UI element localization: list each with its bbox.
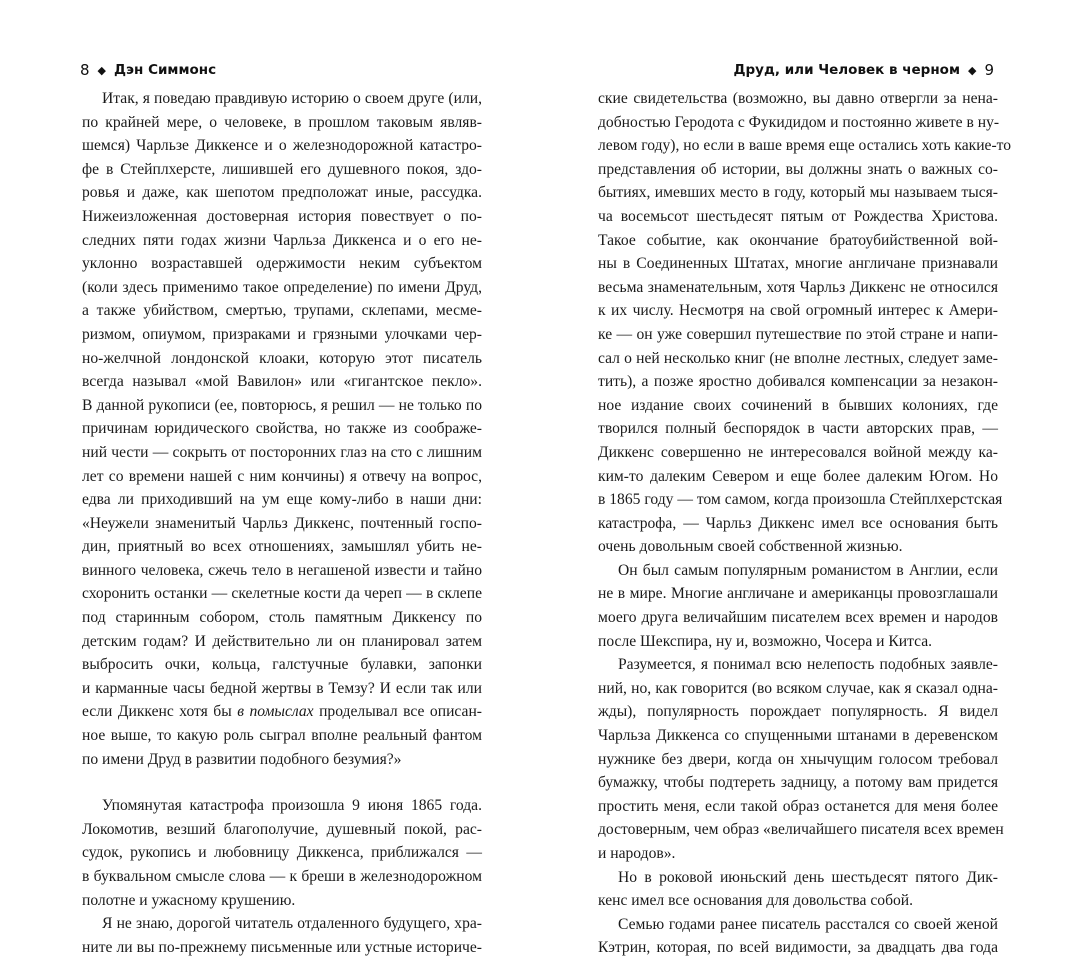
text-line: лет со времени нашей с ним кончины) я отвечу на вопрос,: [82, 467, 482, 485]
text-line: ны в Соединенных Штатах, многие англичане признавали: [598, 255, 998, 273]
text-line: катастрофа, — Чарльз Диккенс имел все основания быть: [598, 514, 998, 532]
text-line: ризмом, опиумом, призраками и грязными улочками чер-: [82, 325, 482, 343]
text-line: к их числу. Несмотря на свой огромный интерес к Амери-: [598, 302, 998, 320]
text-line: в буквальном смысле слова — к бреши в железнодорожном: [82, 868, 482, 885]
text-line: Разумеется, я понимал всю нелепость подобных заявле-: [618, 656, 998, 674]
running-head-left: [80, 60, 216, 80]
text-line: не в мире. Многие англичане и американцы провозглашали: [598, 585, 998, 603]
text-line: и народов».: [598, 845, 676, 862]
text-line-with-italic: если Диккенс хотя бы в помыслах проделывал все описан-: [82, 703, 482, 721]
text-line: детским годам? И действительно ли он планировал затем: [82, 632, 482, 650]
diamond-separator-icon: ◆: [967, 63, 977, 77]
text-line: Чарльза Диккенса со спущенными штанами в деревенском: [598, 727, 998, 745]
text-line: ное издание своих сочинений в бывших колониях, где: [598, 396, 998, 414]
text-line: причинам юридического свойства, но также из соображе-: [82, 420, 482, 438]
left-page-body: [82, 87, 482, 959]
book-title: Друд, или Человек в черном: [733, 62, 960, 78]
text-line: Упомянутая катастрофа произошла 9 июня 1865 года.: [102, 797, 482, 815]
text-line: бытиях, имевших место в году, который мы называем тыся-: [598, 184, 998, 202]
text-line: шемся) Чарльзе Диккенсе и о железнодорожной катастро-: [82, 137, 482, 155]
text-line: фе в Стейплхерсте, лишившей его душевного покоя, здо-: [82, 160, 482, 178]
text-line: но-желчной лондонской клоаки, которую этот писатель: [82, 349, 482, 367]
page-number: 9: [984, 61, 994, 79]
text-line: под старинным собором, столь памятным Диккенсу по: [82, 609, 482, 627]
text-line: очень довольным своей собственной жизнью.: [598, 538, 903, 556]
text-line: ча восемьсот шестьдесят пятым от Рождества Христова.: [598, 207, 998, 225]
text-line: добностью Геродота с Фукидидом и постоянно живете в ну-: [598, 113, 1000, 131]
text-line: «Неужели знаменитый Чарльз Диккенс, почтенный госпо-: [82, 514, 482, 532]
text-line: полотне и ужасному крушению.: [82, 891, 296, 909]
left-page: [0, 0, 538, 956]
text-line: ний чести — сокрыть от посторонних глаз на сто с лишним: [82, 443, 482, 461]
text-line: жды), популярность порождает популярность. Я видел: [598, 703, 998, 721]
text-line: в 1865 году — том самом, когда произошла Стейплхерстская: [598, 491, 1003, 509]
diamond-separator-icon: ◆: [97, 63, 107, 77]
page-number: 8: [80, 61, 90, 79]
text-line: сал о ней несколько книг (не вполне лестных, следует заме-: [598, 349, 998, 367]
text-line: достоверным, чем образ «величайшего писателя всех времен: [598, 821, 1004, 839]
text-line: ким-то далеким Севером и еще более далеким Югом. Но: [598, 467, 998, 485]
text-line: тить), а позже яростно добивался компенсации за незакон-: [598, 373, 998, 391]
text-line: представления об истории, вы должны знать о важных со-: [598, 160, 998, 178]
text-line: Семью годами ранее писатель расстался со своей женой: [618, 915, 998, 933]
text-line: Итак, я поведаю правдивую историю о своем друге (или,: [102, 90, 482, 107]
text-line: а также убийством, смертью, трупами, склепами, месме-: [82, 302, 482, 320]
text-line: ровья и даже, как шепотом предположат иные, рассудка.: [82, 184, 482, 202]
text-line: Но в роковой июньский день шестьдесят пятого Дик-: [618, 868, 998, 886]
text-line: Локомотив, везший благополучие, душевный покой, рас-: [82, 820, 482, 838]
text-line: винного человека, сжечь тело в негашеной извести и тайно: [82, 561, 482, 579]
text-line: ний, но, как говорится (во всяком случае, как я сказал одна-: [598, 679, 998, 697]
text-line: весьма знаменательным, хотя Чарльз Диккенс не относился: [598, 278, 998, 296]
text-line: творился полный беспорядок в части авторских прав, —: [598, 420, 998, 438]
text-line: дин, приятный во всех отношениях, замышлял убить не-: [82, 538, 482, 556]
text-line: всегда называл «мой Вавилон» или «гигантское пекло».: [82, 373, 482, 391]
text-line: ке — он уже совершил путешествие по этой стране и напи-: [598, 325, 998, 343]
text-line: после Шекспира, ну и, возможно, Чосера и Китса.: [598, 632, 933, 650]
text-line: судок, рукопись и любовницу Диккенса, приближался —: [82, 844, 482, 862]
text-line: Такое событие, как окончание братоубийственной вой-: [598, 231, 998, 249]
text-line: и карманные часы бедной жертвы в Темзу? И если так или: [82, 679, 482, 697]
text-line: кенс имел все основания для довольства собой.: [598, 892, 914, 910]
text-line: Кэтрин, которая, по всей видимости, за двадцать два года: [598, 939, 998, 957]
text-line: Я не знаю, дорогой читатель отдаленного будущего, хра-: [102, 915, 482, 933]
text-line: выбросить очки, кольца, галстучные булавки, запонки: [82, 656, 482, 674]
text-line: по крайней мере, о человеке, в прошлом таковым являв-: [82, 113, 482, 131]
text-line: В данной рукописи (ее, повторюсь, я решил — не только по: [82, 396, 482, 414]
text-line: левом году), но если в ваше время еще остались хоть какие-то: [598, 137, 1012, 155]
text-line: схоронить останки — скелетные кости да череп — в склепе: [82, 585, 482, 603]
text-line: простить меня, если такой образ останется для меня более: [598, 797, 998, 815]
text-line: бумажку, чтобы подтереть задницу, а потому вам придется: [598, 774, 998, 792]
text-line: по имени Друд в развитии подобного безумия?»: [82, 750, 402, 768]
running-head-right: [734, 60, 995, 80]
text-line: ские свидетельства (возможно, вы давно отвергли за нена-: [598, 90, 998, 107]
right-page: [538, 0, 1076, 957]
right-page-body: [598, 87, 1012, 960]
author-name: Дэн Симмонс: [114, 62, 217, 78]
text-line: ните ли вы по-прежнему письменные или устные историче-: [82, 938, 482, 956]
text-line: следних пяти годах жизни Чарльза Диккенса и о его не-: [82, 231, 482, 249]
text-line: ное выше, то какую роль сыграл вполне реальный фантом: [82, 727, 482, 745]
text-line: (коли здесь применимо такое определение) по имени Друд,: [82, 278, 482, 296]
text-line: едва ли приходивший на ум еще кому-либо в наши дни:: [82, 491, 482, 509]
text-line: Нижеизложенная достоверная история повествует о по-: [82, 207, 482, 225]
text-line: нужнике без двери, когда он хнычущим голосом требовал: [598, 750, 998, 768]
text-line: Диккенс совершенно не интересовался войной между ка-: [598, 443, 998, 461]
text-line: Он был самым популярным романистом в Англии, если: [618, 561, 998, 579]
italic-emphasis: в помыслах: [237, 703, 314, 721]
text-line: моего друга величайшим писателем всех времен и народов: [598, 609, 998, 627]
text-line: уклонно возраставшей одержимости неким субъектом: [82, 255, 482, 273]
